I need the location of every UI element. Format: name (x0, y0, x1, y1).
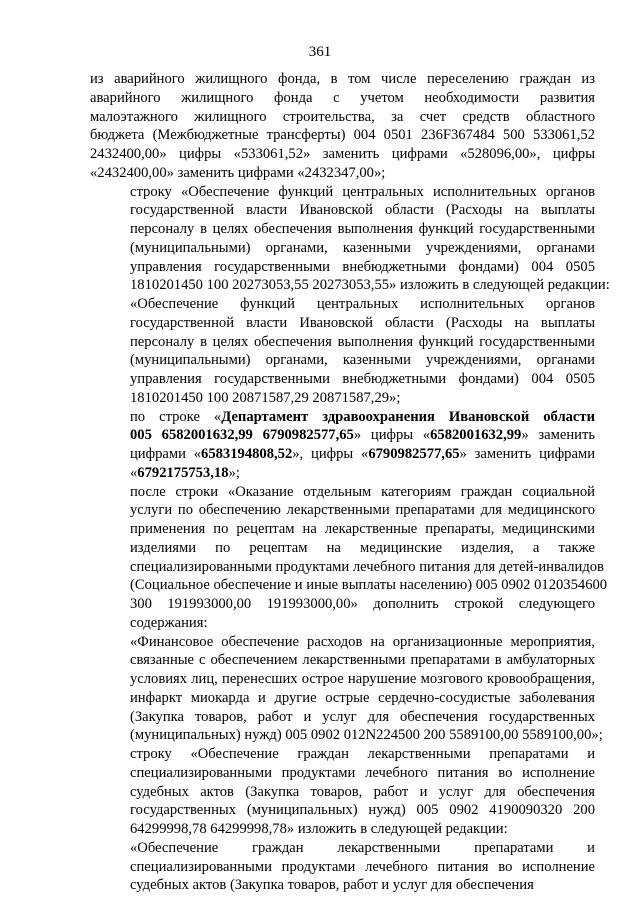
text-line (90, 314, 595, 333)
text-line (90, 126, 595, 145)
text-line (90, 276, 610, 295)
page-number: 361 (308, 44, 332, 60)
text-segment: судебных актов (Закупка товаров, работ и услуг для обеспечения (130, 877, 534, 894)
text-line (90, 483, 595, 502)
text-segment: « (130, 464, 138, 481)
text-line (90, 370, 595, 389)
paragraph (90, 745, 595, 839)
bold-text-segment: 6583194808,52 (201, 446, 293, 462)
text-line (90, 464, 595, 483)
text-line (90, 858, 595, 877)
text-line (90, 651, 595, 670)
text-segment: после строки «Оказание отдельным категориям граждан социальной (130, 483, 595, 500)
text-segment: », цифры « (292, 446, 369, 462)
paragraph (90, 70, 595, 183)
bold-text-segment: Департамент здравоохранения Ивановской области (221, 408, 595, 425)
text-segment: 1810201450 100 20273053,55 20273053,55» изложить в следующей редакции: (130, 277, 610, 294)
text-segment: малоэтажного жилищного строительства, за счет средств областного (90, 108, 595, 125)
text-line (90, 670, 595, 689)
text-line (90, 389, 595, 408)
text-segment: государственных (муниципальных) нужд) 005 0902 4190090320 200 (130, 802, 595, 819)
text-segment: строку «Обеспечение граждан лекарственными препаратами и (130, 746, 595, 762)
paragraph (90, 483, 608, 633)
text-segment: инфаркт миокарда и другие острые сердечно-сосудистые заболевания (130, 689, 595, 706)
paragraph (90, 839, 595, 895)
text-segment: »; (228, 464, 240, 481)
text-segment: 1810201450 100 20871587,29 20871587,29»; (130, 389, 401, 406)
text-segment: «Финансовое обеспечение расходов на организационные мероприятия, (130, 633, 595, 650)
text-line (90, 108, 595, 127)
text-segment: » заменить (521, 427, 595, 444)
text-segment: изделиями по рецептам на медицинские изделия, а также (130, 539, 595, 556)
text-segment: персоналу в целях обеспечения выполнения функций государственными (130, 221, 595, 237)
text-line (90, 70, 595, 89)
text-segment: (муниципальных) нужд) 005 0902 012N224500 200 5589100,00 5589100,00»; (130, 727, 603, 744)
text-segment: цифрами « (130, 446, 202, 462)
text-line (90, 258, 595, 277)
text-line (90, 801, 595, 820)
text-segment: 64299998,78 64299998,78» изложить в следующей редакции: (130, 821, 508, 837)
text-line (90, 708, 595, 727)
text-line (90, 839, 595, 858)
text-line (90, 595, 595, 614)
text-line (90, 726, 603, 745)
text-line (90, 183, 595, 202)
text-segment: » заменить цифрами (459, 446, 595, 462)
text-segment: (муниципальными) органами, казенными учреждениями, органами (130, 352, 595, 369)
paragraph (90, 633, 603, 746)
text-segment: бюджета (Межбюджетные трансферты) 004 0501 236F367484 500 533061,52 (90, 127, 595, 144)
text-segment: из аварийного жилищного фонда, в том числе переселению граждан из (90, 71, 595, 87)
text-line (90, 295, 595, 314)
text-segment: строку «Обеспечение функций центральных исполнительных органов (130, 183, 595, 200)
bold-text-segment: 6582001632,99 (430, 427, 522, 444)
text-line (90, 745, 595, 764)
text-line (90, 689, 595, 708)
text-line (90, 520, 595, 539)
text-segment: специализированными продуктами лечебного питания во исполнение (130, 764, 595, 781)
text-segment: специализированными продуктами лечебного питания во исполнение (130, 858, 595, 875)
text-line (90, 501, 595, 520)
text-segment: условиях лиц, перенесших острое нарушение мозгового кровообращения, (130, 671, 595, 687)
text-line (90, 539, 595, 558)
text-segment: управления государственными внебюджетными фондами) 004 0505 (130, 371, 595, 387)
text-segment: судебных актов (Закупка товаров, работ и услуг для обеспечения (130, 783, 595, 800)
text-segment: «Обеспечение граждан лекарственными препаратами и (130, 839, 595, 856)
text-line (90, 614, 595, 633)
bold-text-segment: 6790982577,65 (368, 446, 460, 462)
text-segment: » цифры « (353, 427, 431, 444)
text-segment: применения по рецептам на лекарственные препараты, медицинскими (130, 521, 595, 537)
text-segment: 2432400,00» цифры «533061,52» заменить цифрами «528096,00», цифры (90, 146, 595, 162)
text-line (90, 408, 595, 427)
text-line (90, 220, 595, 239)
text-segment: (Социальное обеспечение и иные выплаты населению) 005 0902 0120354600 (130, 577, 608, 594)
text-segment: аварийного жилищного фонда с учетом необходимости развития (90, 89, 595, 106)
text-line (90, 576, 608, 595)
text-segment: 300 191993000,00 191993000,00» дополнить строкой следующего (130, 596, 595, 612)
text-line (90, 820, 595, 839)
document-body (90, 70, 610, 895)
text-line (90, 239, 595, 258)
paragraph (90, 408, 595, 483)
text-segment: «Обеспечение функций центральных исполнительных органов (130, 296, 595, 312)
text-line (90, 333, 595, 352)
text-segment: (муниципальными) органами, казенными учреждениями, органами (130, 239, 595, 256)
text-segment: содержания: (130, 614, 208, 631)
text-line (90, 783, 595, 802)
text-line (90, 445, 595, 464)
text-line (90, 633, 595, 652)
paragraph (90, 295, 595, 408)
text-line (90, 201, 595, 220)
text-segment: государственной власти Ивановской области (Расходы на выплаты (130, 314, 595, 331)
text-segment: управления государственными внебюджетными фондами) 004 0505 (130, 258, 595, 275)
text-segment: специализированными продуктами лечебного питания для детей-инвалидов (130, 558, 604, 575)
text-segment: по строке « (130, 408, 222, 425)
bold-text-segment: 6792175753,18 (137, 464, 229, 481)
text-line (90, 351, 595, 370)
text-segment: «2432400,00» заменить цифрами «2432347,00»; (90, 164, 386, 181)
text-line (90, 426, 595, 445)
text-segment: услуги по обеспечению лекарственными препаратами для медицинского (130, 502, 595, 519)
text-segment: (Закупка товаров, работ и услуг для обеспечения государственных (130, 708, 595, 725)
text-line (90, 764, 595, 783)
paragraph (90, 183, 610, 296)
text-segment: государственной власти Ивановской области (Расходы на выплаты (130, 202, 595, 219)
text-line (90, 164, 595, 183)
text-line (90, 876, 595, 895)
bold-text-segment: 005 6582001632,99 6790982577,65 (130, 427, 354, 444)
text-segment: связанные с обеспечением лекарственными препаратами в амбулаторных (130, 652, 595, 669)
text-segment: персоналу в целях обеспечения выполнения функций государственными (130, 333, 595, 350)
text-line (90, 558, 604, 577)
text-line (90, 89, 595, 108)
text-line (90, 145, 595, 164)
